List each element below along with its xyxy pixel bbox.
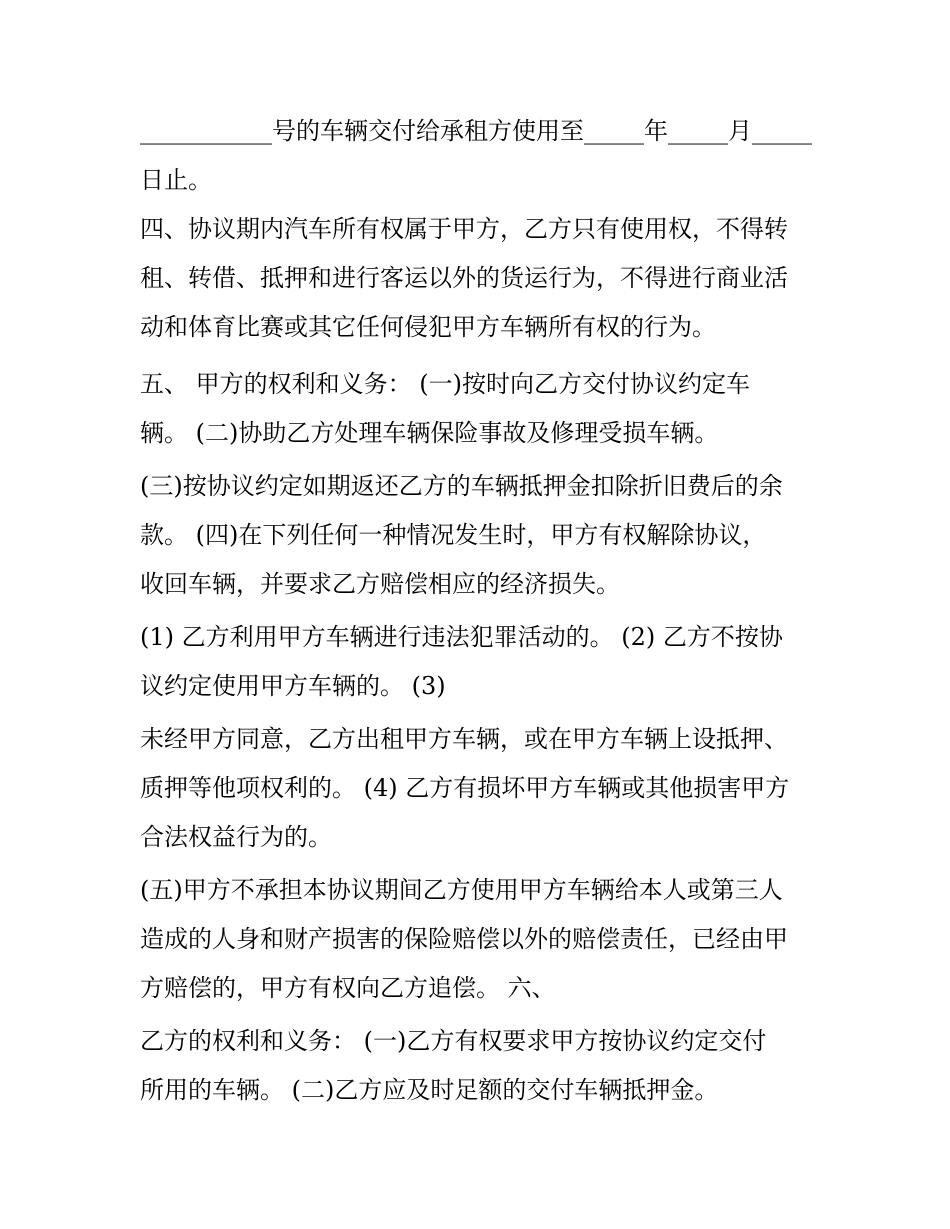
text-line: 质押等他项权利的。 (4) 乙方有损坏甲方车辆或其他损害甲方: [140, 774, 790, 802]
text-line: 五、 甲方的权利和义务： (一)按时向乙方交付协议约定车: [140, 370, 750, 398]
text-line: 收回车辆，并要求乙方赔偿相应的经济损失。: [140, 570, 620, 598]
text-line: 辆。 (二)协助乙方处理车辆保险事故及修理受损车辆。: [140, 419, 719, 447]
text-line: (三)按协议约定如期返还乙方的车辆抵押金扣除折旧费后的余: [140, 472, 783, 500]
text-line: 方赔偿的，甲方有权向乙方追偿。 六、: [140, 974, 556, 1002]
text-line: 造成的人身和财产损害的保险赔偿以外的赔偿责任，已经由甲: [140, 925, 788, 953]
text-line: 动和体育比赛或其它任何侵犯甲方车辆所有权的行为。: [140, 313, 716, 341]
text-line: 日止。: [140, 166, 212, 194]
text-line: 四、协议期内汽车所有权属于甲方，乙方只有使用权，不得转: [140, 215, 788, 243]
text-line: 议约定使用甲方车辆的。 (3): [140, 672, 446, 700]
text-line: ___________号的车辆交付给承租方使用至_____年_____月_____: [140, 117, 812, 145]
text-line: 租、转借、抵押和进行客运以外的货运行为，不得进行商业活: [140, 264, 788, 292]
text-line: (五)甲方不承担本协议期间乙方使用甲方车辆给本人或第三人: [140, 876, 783, 904]
text-line: 款。 (四)在下列任何一种情况发生时，甲方有权解除协议，: [140, 521, 767, 549]
text-line: (1) 乙方利用甲方车辆进行违法犯罪活动的。 (2) 乙方不按协: [140, 623, 783, 651]
text-line: 乙方的权利和义务： (一)乙方有权要求甲方按协议约定交付: [140, 1027, 767, 1055]
text-line: 所用的车辆。 (二)乙方应及时足额的交付车辆抵押金。: [140, 1076, 719, 1104]
text-line: 合法权益行为的。: [140, 823, 332, 851]
text-line: 未经甲方同意，乙方出租甲方车辆，或在甲方车辆上设抵押、: [140, 725, 788, 753]
